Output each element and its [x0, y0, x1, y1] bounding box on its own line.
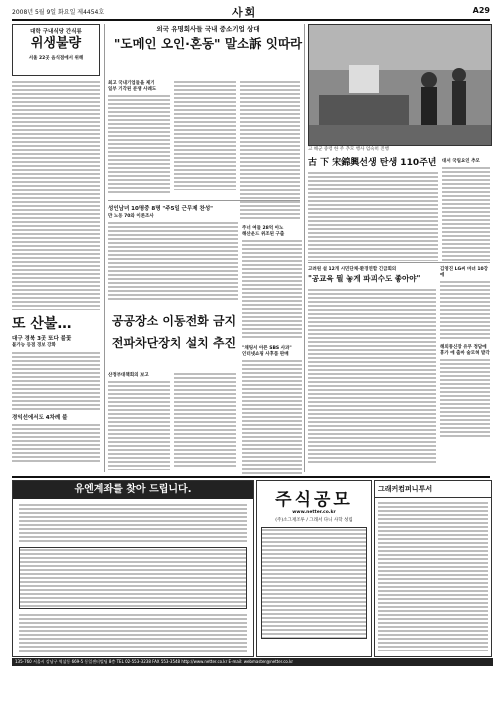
- top-col-3: [240, 80, 300, 220]
- left-sub-2: 대구 경북 3곳 또다 불꽃: [12, 336, 72, 343]
- top-story-head: [108, 24, 308, 84]
- brief-story: [242, 225, 302, 339]
- anniversary-headline: 古 下 宋錦興선생 탄생 110주년: [308, 158, 437, 168]
- education-kicker: 고려원 설 12개 시민단체·환경연합 긴급회의: [308, 267, 397, 272]
- mid-story-head: [108, 315, 240, 375]
- left-kicker: 대학 구내식당 간식류: [30, 29, 82, 35]
- ads-rule: [12, 476, 490, 478]
- top-headline: "도메인 오인·혼동" 말소訴 잇따라: [113, 36, 303, 51]
- page-number: A29: [472, 6, 490, 15]
- left-ad: [12, 480, 254, 657]
- left-ad-title: 유엔계좌를 찾아 드립니다.: [13, 481, 253, 499]
- chat-story: [242, 345, 302, 474]
- left-sub-4: 경익선에서도 4차례 불: [12, 415, 68, 422]
- brief-2-subhead: 휴가 에 출마 술모혀 발각: [440, 351, 490, 356]
- company-notice-body: [378, 501, 488, 651]
- left-headline: 위생불량: [30, 36, 82, 51]
- left-ad-body: [13, 499, 253, 657]
- top-col-1-body: [108, 94, 170, 194]
- top-col-1: [108, 80, 170, 194]
- mid-sub: 산정부대책회의 보고: [108, 373, 149, 378]
- photo-illustration: [309, 25, 491, 145]
- memorial-headline: 대서 국립요인 추모: [442, 159, 480, 164]
- top-col-2-body: [174, 80, 236, 190]
- company-notice: [374, 480, 492, 657]
- top-col-2: [174, 80, 236, 190]
- ceremony-photo: [308, 24, 492, 146]
- survey-headline: 성인남녀 10명중 8명 "주5일 근무제 찬성": [108, 206, 213, 212]
- education-headline: "공교육 뭘 놓게 파괴수도 좋아야": [308, 274, 421, 283]
- divider: [308, 262, 490, 263]
- top-sub-1: 최고 국내기업들을 제기: [108, 81, 155, 86]
- chat-body: [242, 359, 302, 474]
- brief-2-body: [440, 358, 490, 438]
- mid-col-2-body: [174, 372, 236, 467]
- column-divider: [304, 24, 305, 472]
- right-ad-title: 주식공모: [275, 490, 353, 510]
- left-lead-box: [12, 24, 100, 76]
- brief-2-headline: 해외통신장 유무 정답에: [440, 345, 487, 350]
- anniversary-story: [308, 158, 438, 261]
- chat-headline: "채팅서 아픈 SBS 사과": [242, 346, 292, 351]
- header-rule: [12, 19, 490, 21]
- mid-col-1-body: [108, 380, 170, 470]
- ad-footer: 135-760 서울시 강남구 역삼동 669-5 동일센터빌딩 8층 TEL 02-553-3238 FAX 553-3548 http://www.netter.co.kr E-mail: webmaster@netter.co.kr: [12, 658, 493, 666]
- photo-caption: 고 해군 중령 한 주 추모 행사 엄숙히 진행: [308, 147, 389, 152]
- right-ad-table: [261, 527, 367, 639]
- brief-headline: 주너 여들 28억 아노: [242, 226, 284, 231]
- brief-body: [242, 239, 302, 339]
- left-headline-2: 또 산불…: [12, 316, 72, 332]
- company-brand: 그래커컴퍼니투서: [375, 481, 491, 498]
- brief-subhead: 해산운드 위조된 구출: [242, 232, 285, 237]
- memorial-story: [442, 158, 490, 261]
- left-body-3: [12, 423, 100, 463]
- survey-subhead: 만 노동 70와 이론조사: [108, 214, 154, 219]
- brief-1-headline: 김영진 LG씨 마녀 10강에: [440, 267, 488, 278]
- right-ad-url: www.netter.co.kr: [292, 510, 336, 515]
- chat-subhead: 인터넷쇼핑 사후품 판매: [242, 352, 289, 357]
- mid-headline-2: 전파차단장치 설치 추진: [111, 335, 237, 350]
- top-sub-2: 일부 기각된 분쟁 사례도: [108, 87, 157, 92]
- left-subhead: 서울 22곳 음식점에서 위해: [28, 55, 84, 61]
- left-ad-text-1: [19, 503, 247, 543]
- memorial-body: [442, 166, 490, 261]
- top-col-3-body: [240, 80, 300, 220]
- education-story: [308, 266, 436, 463]
- mid-col-2: [174, 372, 236, 467]
- divider: [108, 200, 300, 201]
- right-ad-company: (주)소그재조투 / 그래서 다니 사학 성립: [275, 518, 353, 523]
- anniversary-body: [308, 171, 438, 261]
- survey-body: [108, 221, 238, 301]
- brief-1-body: [440, 280, 490, 340]
- left-ad-table: [19, 547, 247, 609]
- left-body-1: [12, 80, 100, 310]
- right-briefs: [440, 266, 490, 438]
- left-body-2: [12, 351, 100, 411]
- section-title: 사회: [232, 6, 258, 19]
- right-ad: [256, 480, 372, 657]
- survey-story: [108, 204, 238, 301]
- left-sub-3: 불가능 등점 경보 강화: [12, 343, 56, 349]
- column-divider: [104, 24, 105, 472]
- page-header: [12, 4, 490, 18]
- left-ad-text-2: [19, 613, 247, 653]
- mid-col-1: [108, 372, 170, 470]
- issue-date: 2008년 5월 9일 화요일 제4454호: [12, 9, 105, 16]
- mid-headline: 공공장소 이동전화 금지: [111, 314, 237, 328]
- education-body: [308, 288, 436, 463]
- left-column: [12, 24, 100, 472]
- top-kicker: 외국 유명회사들 국내 중소기업 상대: [156, 25, 260, 33]
